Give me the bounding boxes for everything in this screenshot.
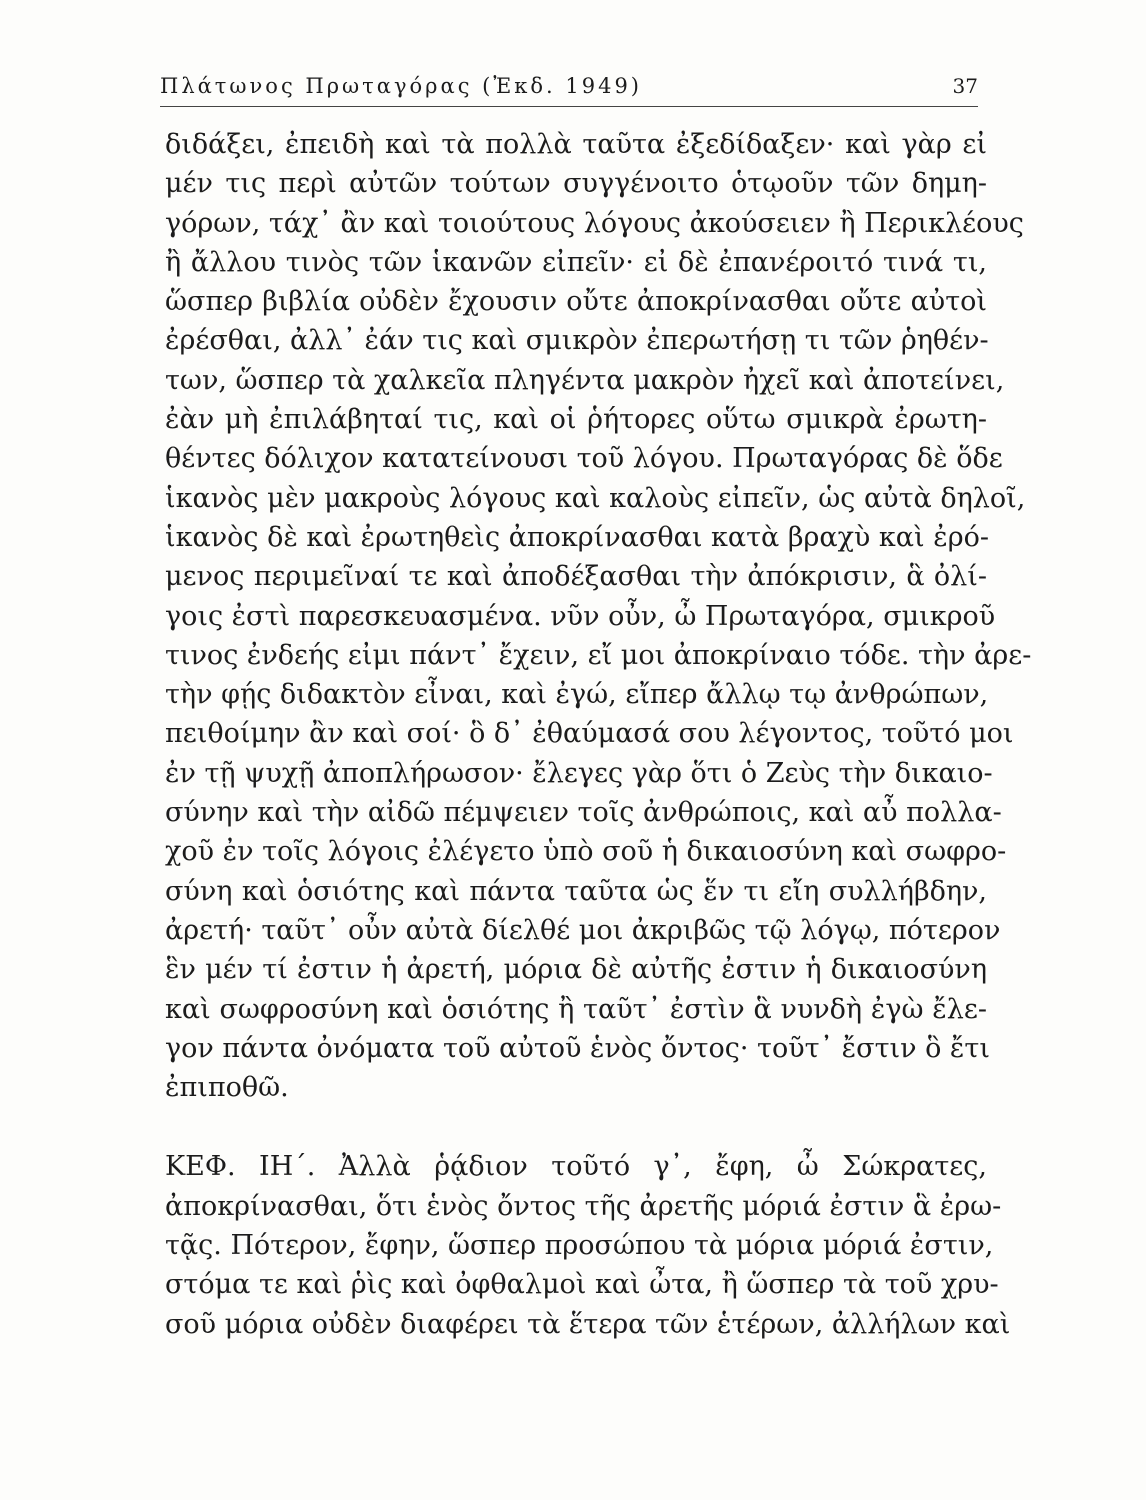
text-line: σύνη καὶ ὁσιότης καὶ πάντα ταῦτα ὡς ἕν τι εἴη συλλήβδην, [165, 875, 987, 907]
text-line: θέντες δόλιχον κατατείνουσι τοῦ λόγου. Πρωταγόρας δὲ ὅδε [165, 443, 1003, 475]
text-line: τᾷς. Πότερον, ἔφην, ὥσπερ προσώπου τὰ μόρια μόριά ἐστιν, [165, 1230, 994, 1262]
running-title: Πλάτωνος Πρωταγόρας (Ἐκδ. 1949) [160, 74, 642, 98]
text-line: μενος περιμεῖναί τε καὶ ἀποδέξασθαι τὴν ἀπόκρισιν, ἃ ὀλί- [165, 561, 987, 593]
text-line: ἐρέσθαι, ἀλλ᾽ ἐάν τις καὶ σμικρὸν ἐπερωτήσῃ τι τῶν ῥηθέν- [165, 325, 989, 357]
text-line: ἐν τῇ ψυχῇ ἀποπλήρωσον· ἔλεγες γὰρ ὅτι ὁ Ζεὺς τὴν δικαιο- [165, 757, 993, 789]
text-line: σοῦ μόρια οὐδὲν διαφέρει τὰ ἕτερα τῶν ἑτέρων, ἀλλήλων καὶ [165, 1308, 1011, 1340]
text-line: ὥσπερ βιβλία οὐδὲν ἔχουσιν οὔτε ἀποκρίνασθαι οὔτε αὐτοὶ [165, 286, 987, 318]
text-line: καὶ σωφροσύνη καὶ ὁσιότης ἢ ταῦτ᾽ ἐστὶν ἃ νυνδὴ ἐγὼ ἔλε- [165, 993, 987, 1025]
text-line: χοῦ ἐν τοῖς λόγοις ἐλέγετο ὑπὸ σοῦ ἡ δικαιοσύνη καὶ σωφρο- [165, 836, 1007, 868]
text-line: ἀρετή· ταῦτ᾽ οὖν αὐτὰ δίελθέ μοι ἀκριβῶς τῷ λόγῳ, πότερον [165, 914, 1001, 946]
text-line: τὴν φῄς διδακτὸν εἶναι, καὶ ἐγώ, εἴπερ ἄλλῳ τῳ ἀνθρώπων, [165, 679, 989, 711]
page-number: 37 [952, 74, 978, 98]
text-line: ἱκανὸς μὲν μακροὺς λόγους καὶ καλοὺς εἰπεῖν, ὡς αὐτὰ δηλοῖ, [165, 482, 1026, 514]
text-line: μέν τις περὶ αὐτῶν τούτων συγγένοιτο ὁτῳοῦν τῶν δημη- [165, 168, 987, 200]
text-line: ἀποκρίνασθαι, ὅτι ἑνὸς ὄντος τῆς ἀρετῆς μόριά ἐστιν ἃ ἐρω- [165, 1190, 1002, 1222]
text-line: πειθοίμην ἂν καὶ σοί· ὃ δ᾽ ἐθαύμασά σου λέγοντος, τοῦτό μοι [165, 718, 1014, 750]
text-line: των, ὥσπερ τὰ χαλκεῖα πληγέντα μακρὸν ἠχεῖ καὶ ἀποτείνει, [165, 364, 1005, 396]
running-header [160, 74, 978, 107]
paragraph-1 [165, 125, 1032, 1107]
page-body [165, 125, 1032, 1344]
text-line: ἐὰν μὴ ἐπιλάβηταί τις, καὶ οἱ ῥήτορες οὕτω σμικρὰ ἐρωτη- [165, 404, 987, 436]
text-line: διδάξει, ἐπειδὴ καὶ τὰ πολλὰ ταῦτα ἐξεδίδαξεν· καὶ γὰρ εἰ [165, 129, 987, 160]
text-line: ἱκανὸς δὲ καὶ ἐρωτηθεὶς ἀποκρίνασθαι κατὰ βραχὺ καὶ ἐρό- [165, 521, 989, 553]
text-line: σύνην καὶ τὴν αἰδῶ πέμψειεν τοῖς ἀνθρώποις, καὶ αὖ πολλα- [165, 797, 1002, 829]
text-line: ἢ ἄλλου τινὸς τῶν ἱκανῶν εἰπεῖν· εἰ δὲ ἐπανέροιτό τινά τι, [165, 246, 987, 278]
chapter-heading-line: ΚΕΦ. ΙΗ΄. Ἀλλὰ ῥᾴδιον τοῦτό γ᾽, ἔφη, ὦ Σώκρατες, [165, 1151, 987, 1183]
paragraph-gap [165, 1107, 987, 1147]
text-line: ἓν μέν τί ἐστιν ἡ ἀρετή, μόρια δὲ αὐτῆς ἐστιν ἡ δικαιοσύνη [165, 954, 987, 986]
text-line: τινος ἐνδεής εἰμι πάντ᾽ ἔχειν, εἴ μοι ἀποκρίναιο τόδε. τὴν ἀρε- [165, 639, 1032, 671]
text-line: γοις ἐστὶ παρεσκευασμένα. νῦν οὖν, ὦ Πρωταγόρα, σμικροῦ [165, 600, 996, 632]
text-line: στόμα τε καὶ ῥὶς καὶ ὀφθαλμοὶ καὶ ὦτα, ἢ ὥσπερ τὰ τοῦ χρυ- [165, 1269, 999, 1301]
text-line: γον πάντα ὀνόματα τοῦ αὐτοῦ ἑνὸς ὄντος· τοῦτ᾽ ἔστιν ὃ ἔτι [165, 1032, 990, 1064]
text-line: ἐπιποθῶ. [165, 1072, 289, 1104]
paragraph-2 [165, 1147, 1011, 1343]
text-line: γόρων, τάχ᾽ ἂν καὶ τοιούτους λόγους ἀκούσειεν ἢ Περικλέους [165, 207, 1024, 239]
